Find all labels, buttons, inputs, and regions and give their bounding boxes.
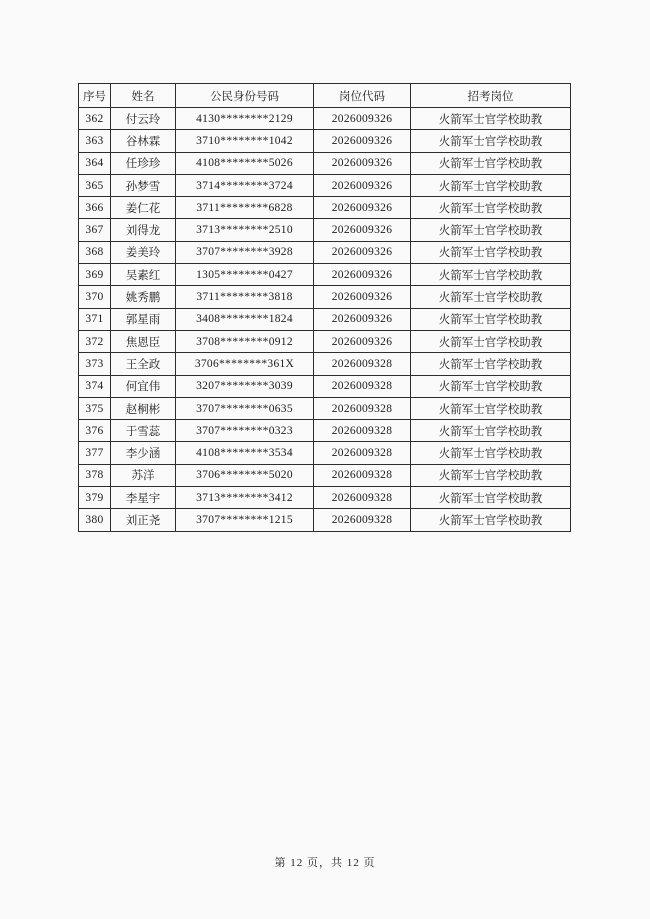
cell-seq: 373 <box>79 353 111 375</box>
cell-position: 火箭军士官学校助教 <box>411 397 571 419</box>
table-row <box>79 353 571 375</box>
cell-id: 4108********3534 <box>176 442 314 464</box>
cell-position: 火箭军士官学校助教 <box>411 197 571 219</box>
cell-id: 3711********3818 <box>176 286 314 308</box>
cell-seq: 375 <box>79 397 111 419</box>
cell-position: 火箭军士官学校助教 <box>411 264 571 286</box>
cell-seq: 366 <box>79 197 111 219</box>
cell-name: 李星宇 <box>111 487 176 509</box>
table-row <box>79 152 571 174</box>
cell-code: 2026009326 <box>314 264 411 286</box>
cell-seq: 370 <box>79 286 111 308</box>
column-header-name: 姓名 <box>111 84 176 108</box>
column-header-code: 岗位代码 <box>314 84 411 108</box>
cell-seq: 365 <box>79 174 111 196</box>
table-row <box>79 197 571 219</box>
cell-name: 苏洋 <box>111 464 176 486</box>
cell-name: 吴素红 <box>111 264 176 286</box>
cell-position: 火箭军士官学校助教 <box>411 353 571 375</box>
cell-id: 3713********2510 <box>176 219 314 241</box>
cell-position: 火箭军士官学校助教 <box>411 152 571 174</box>
cell-seq: 377 <box>79 442 111 464</box>
cell-seq: 378 <box>79 464 111 486</box>
table-row <box>79 420 571 442</box>
column-header-id: 公民身份号码 <box>176 84 314 108</box>
cell-name: 姜仁花 <box>111 197 176 219</box>
cell-id: 3707********0323 <box>176 420 314 442</box>
cell-code: 2026009326 <box>314 174 411 196</box>
table-row <box>79 286 571 308</box>
cell-name: 刘正尧 <box>111 509 176 531</box>
cell-name: 姜美玲 <box>111 241 176 263</box>
cell-name: 付云玲 <box>111 108 176 130</box>
cell-code: 2026009328 <box>314 464 411 486</box>
cell-position: 火箭军士官学校助教 <box>411 442 571 464</box>
cell-position: 火箭军士官学校助教 <box>411 464 571 486</box>
cell-name: 李少涵 <box>111 442 176 464</box>
table-row <box>79 264 571 286</box>
cell-code: 2026009328 <box>314 397 411 419</box>
cell-code: 2026009326 <box>314 219 411 241</box>
cell-code: 2026009326 <box>314 241 411 263</box>
cell-code: 2026009326 <box>314 330 411 352</box>
cell-id: 4108********5026 <box>176 152 314 174</box>
cell-seq: 371 <box>79 308 111 330</box>
cell-id: 3706********5020 <box>176 464 314 486</box>
cell-name: 郭星雨 <box>111 308 176 330</box>
cell-code: 2026009328 <box>314 420 411 442</box>
cell-position: 火箭军士官学校助教 <box>411 509 571 531</box>
cell-id: 3207********3039 <box>176 375 314 397</box>
cell-position: 火箭军士官学校助教 <box>411 286 571 308</box>
table-row <box>79 174 571 196</box>
cell-position: 火箭军士官学校助教 <box>411 375 571 397</box>
cell-code: 2026009328 <box>314 509 411 531</box>
cell-seq: 367 <box>79 219 111 241</box>
cell-seq: 376 <box>79 420 111 442</box>
table-row <box>79 487 571 509</box>
cell-id: 3713********3412 <box>176 487 314 509</box>
cell-position: 火箭军士官学校助教 <box>411 420 571 442</box>
cell-code: 2026009326 <box>314 108 411 130</box>
cell-seq: 364 <box>79 152 111 174</box>
cell-id: 3714********3724 <box>176 174 314 196</box>
table-row <box>79 308 571 330</box>
cell-name: 姚秀鹏 <box>111 286 176 308</box>
cell-name: 赵桐彬 <box>111 397 176 419</box>
table-row <box>79 219 571 241</box>
cell-name: 孙梦雪 <box>111 174 176 196</box>
table-row <box>79 241 571 263</box>
cell-id: 3707********1215 <box>176 509 314 531</box>
cell-id: 3707********0635 <box>176 397 314 419</box>
cell-seq: 362 <box>79 108 111 130</box>
cell-position: 火箭军士官学校助教 <box>411 241 571 263</box>
cell-id: 3706********361X <box>176 353 314 375</box>
table-row <box>79 442 571 464</box>
cell-seq: 369 <box>79 264 111 286</box>
cell-id: 3708********0912 <box>176 330 314 352</box>
cell-position: 火箭军士官学校助教 <box>411 108 571 130</box>
cell-seq: 372 <box>79 330 111 352</box>
cell-position: 火箭军士官学校助教 <box>411 130 571 152</box>
cell-code: 2026009328 <box>314 487 411 509</box>
cell-code: 2026009326 <box>314 152 411 174</box>
column-header-seq: 序号 <box>79 84 111 108</box>
cell-id: 1305********0427 <box>176 264 314 286</box>
cell-code: 2026009328 <box>314 442 411 464</box>
cell-position: 火箭军士官学校助教 <box>411 330 571 352</box>
table-row <box>79 108 571 130</box>
table-body <box>79 108 571 532</box>
cell-seq: 368 <box>79 241 111 263</box>
cell-id: 3710********1042 <box>176 130 314 152</box>
cell-id: 4130********2129 <box>176 108 314 130</box>
cell-seq: 379 <box>79 487 111 509</box>
column-header-position: 招考岗位 <box>411 84 571 108</box>
cell-code: 2026009326 <box>314 197 411 219</box>
table-row <box>79 375 571 397</box>
cell-name: 王全政 <box>111 353 176 375</box>
page-number-footer: 第 12 页，共 12 页 <box>274 857 376 869</box>
table-row <box>79 464 571 486</box>
cell-name: 焦恩臣 <box>111 330 176 352</box>
cell-name: 刘得龙 <box>111 219 176 241</box>
recruitment-roster-table <box>78 83 571 532</box>
cell-id: 3707********3928 <box>176 241 314 263</box>
cell-position: 火箭军士官学校助教 <box>411 487 571 509</box>
cell-code: 2026009326 <box>314 130 411 152</box>
cell-position: 火箭军士官学校助教 <box>411 308 571 330</box>
cell-id: 3408********1824 <box>176 308 314 330</box>
cell-code: 2026009328 <box>314 353 411 375</box>
table-row <box>79 130 571 152</box>
cell-code: 2026009326 <box>314 308 411 330</box>
cell-code: 2026009326 <box>314 286 411 308</box>
cell-id: 3711********6828 <box>176 197 314 219</box>
cell-code: 2026009328 <box>314 375 411 397</box>
table-header-row <box>79 84 571 108</box>
cell-seq: 380 <box>79 509 111 531</box>
cell-position: 火箭军士官学校助教 <box>411 174 571 196</box>
table-row <box>79 397 571 419</box>
cell-name: 于雪蕊 <box>111 420 176 442</box>
cell-position: 火箭军士官学校助教 <box>411 219 571 241</box>
table-row <box>79 509 571 531</box>
cell-name: 谷林霖 <box>111 130 176 152</box>
table-row <box>79 330 571 352</box>
cell-seq: 374 <box>79 375 111 397</box>
cell-name: 何宜伟 <box>111 375 176 397</box>
cell-name: 任珍珍 <box>111 152 176 174</box>
cell-seq: 363 <box>79 130 111 152</box>
